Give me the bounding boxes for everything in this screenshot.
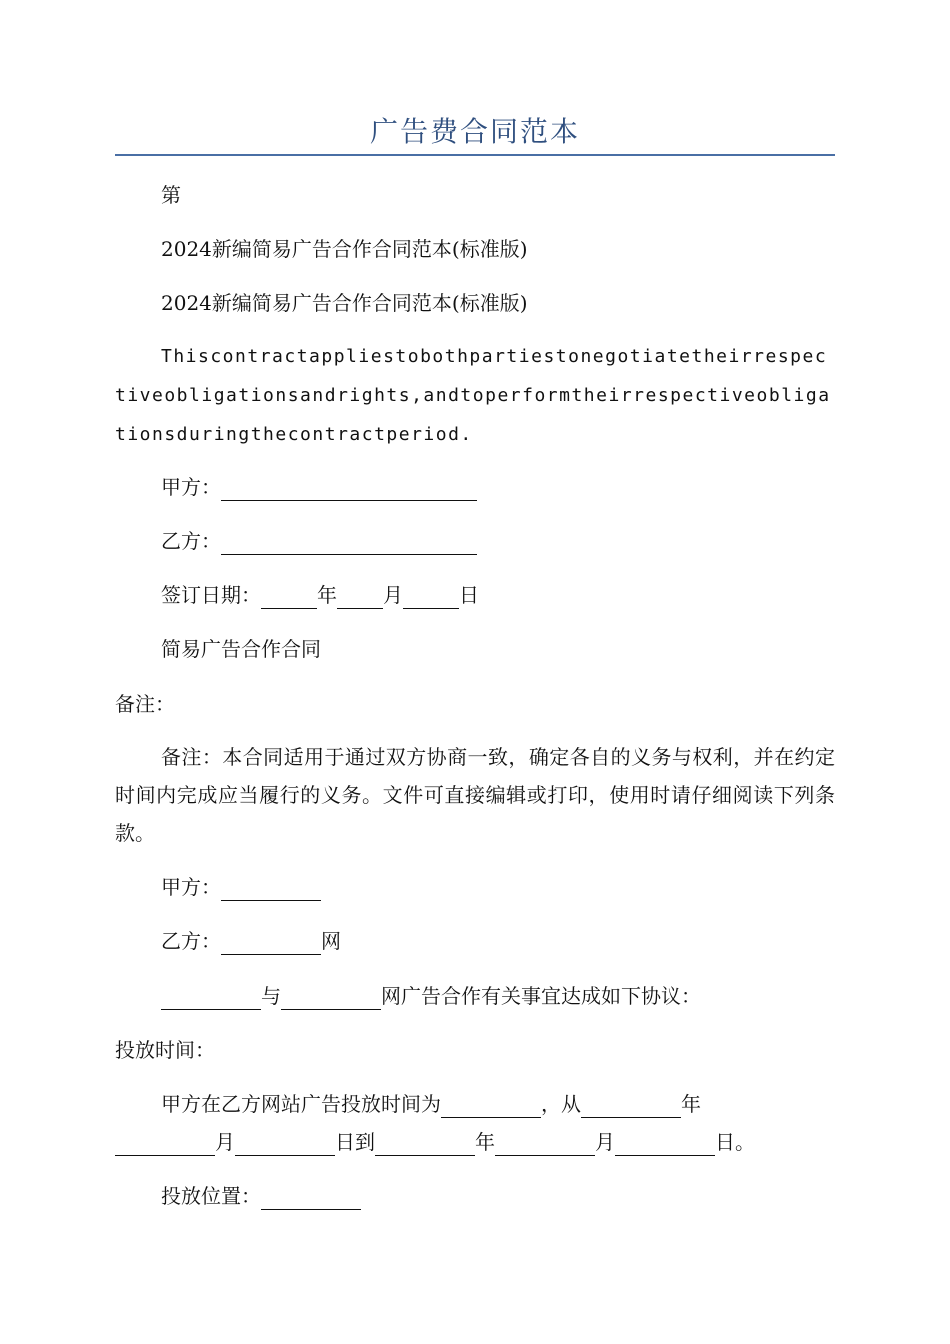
delivery-start-month-blank[interactable] (115, 1129, 215, 1156)
delivery-time-line-1 (115, 1085, 881, 1123)
agreement-line (115, 977, 881, 1015)
contract-name: 简易广告合作合同 (161, 637, 321, 661)
sign-year-label: 年 (317, 583, 337, 607)
delivery-end-year-blank[interactable] (375, 1129, 475, 1156)
party-a-label: 甲方： (161, 475, 221, 499)
heading-line-1: 2024新编简易广告合作合同范本(标准版) (161, 237, 528, 261)
delivery-end-day-blank[interactable] (615, 1129, 715, 1156)
english-paragraph: Thiscontractappliestobothpartiestonegotiatetheirrespectiveobligationsandrights,andtoperformtheirrespectiveobligationsduringthecontractperiod. (115, 346, 831, 445)
remark-paragraph: 备注：本合同适用于通过双方协商一致，确定各自的义务与权利，并在约定时间内完成应当履行的义务。文件可直接编辑或打印，使用时请仔细阅读下列条款。 (115, 745, 835, 845)
delivery-start-year-blank[interactable] (581, 1091, 681, 1118)
wang-label: 网 (321, 929, 341, 953)
delivery-position-line (115, 1177, 881, 1215)
delivery-month2-label: 月 (595, 1130, 615, 1154)
delivery-month-label: 月 (215, 1130, 235, 1154)
delivery-position-blank[interactable] (261, 1183, 361, 1210)
agreement-with: 与 (261, 984, 281, 1008)
delivery-time-line-2 (115, 1123, 835, 1161)
party-a-line-2 (115, 868, 881, 906)
party-b-blank[interactable] (221, 528, 477, 555)
delivery-position-label: 投放位置： (161, 1184, 261, 1208)
delivery-year-label: 年 (681, 1092, 701, 1116)
delivery-year2-label: 年 (475, 1130, 495, 1154)
delivery-duration-blank[interactable] (441, 1091, 541, 1118)
delivery-time-text-a: 甲方在乙方网站广告投放时间为 (161, 1092, 441, 1116)
text-di: 第 (161, 183, 181, 207)
agreement-party-a-blank[interactable] (161, 983, 261, 1010)
title-underline (115, 154, 835, 156)
party-a-label-2: 甲方： (161, 875, 221, 899)
delivery-end-month-blank[interactable] (495, 1129, 595, 1156)
sign-year-blank[interactable] (261, 582, 317, 609)
document-title: 广告费合同范本 (369, 115, 580, 148)
party-b-line (115, 522, 881, 560)
sign-month-blank[interactable] (337, 582, 383, 609)
delivery-start-day-blank[interactable] (235, 1129, 335, 1156)
sign-month-label: 月 (383, 583, 403, 607)
party-b-label: 乙方： (161, 529, 221, 553)
party-b-line-2 (115, 922, 881, 960)
remark-heading: 备注： (115, 692, 175, 716)
delivery-time-text-b: ，从 (541, 1092, 581, 1116)
party-a-line (115, 468, 881, 506)
sign-day-blank[interactable] (403, 582, 459, 609)
agreement-tail: 网广告合作有关事宜达成如下协议： (381, 984, 701, 1008)
party-b-label-2: 乙方： (161, 929, 221, 953)
party-a-blank[interactable] (221, 474, 477, 501)
sign-day-label: 日 (459, 583, 479, 607)
sign-date-line (115, 576, 881, 614)
heading-line-2: 2024新编简易广告合作合同范本(标准版) (161, 291, 528, 315)
delivery-time-heading: 投放时间： (115, 1038, 215, 1062)
party-a-blank-2[interactable] (221, 874, 321, 901)
delivery-day-to-label: 日到 (335, 1130, 375, 1154)
delivery-end-label: 日。 (715, 1130, 755, 1154)
agreement-party-b-blank[interactable] (281, 983, 381, 1010)
sign-date-label: 签订日期： (161, 583, 261, 607)
party-b-blank-2[interactable] (221, 928, 321, 955)
